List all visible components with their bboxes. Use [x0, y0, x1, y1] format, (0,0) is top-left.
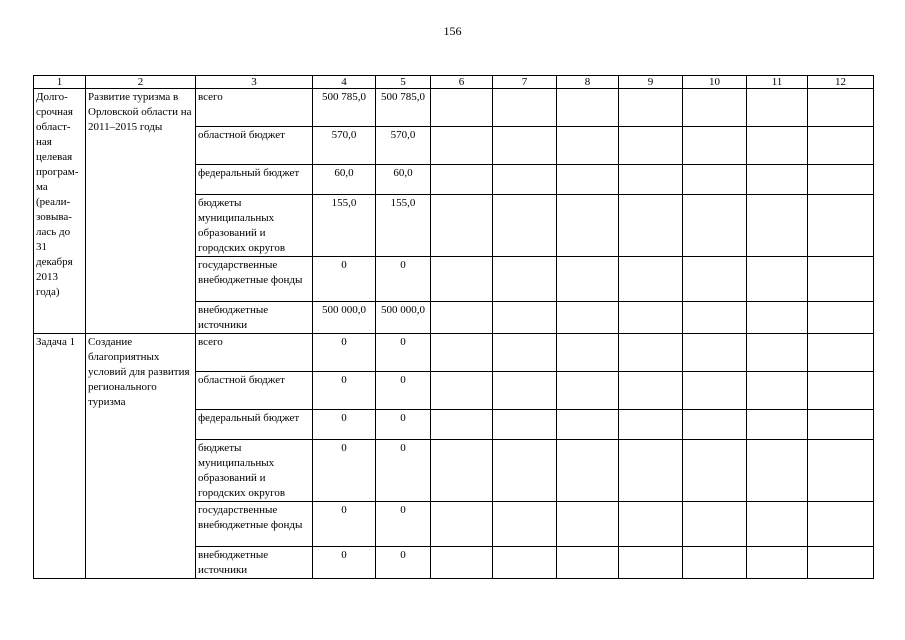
- budget-table: [33, 75, 874, 579]
- amount-cell: 0: [313, 334, 376, 372]
- empty-cell: [808, 372, 874, 410]
- empty-cell: [683, 547, 747, 579]
- empty-cell: [557, 372, 619, 410]
- empty-cell: [619, 195, 683, 257]
- empty-cell: [808, 410, 874, 440]
- empty-cell: [683, 127, 747, 165]
- empty-cell: [493, 195, 557, 257]
- amount-cell: 155,0: [313, 195, 376, 257]
- empty-cell: [619, 502, 683, 547]
- empty-cell: [557, 257, 619, 302]
- amount-cell: 500 785,0: [376, 89, 431, 127]
- header-cell: 9: [619, 76, 683, 89]
- amount-cell: 570,0: [313, 127, 376, 165]
- empty-cell: [493, 547, 557, 579]
- header-cell: 10: [683, 76, 747, 89]
- amount-cell: 500 000,0: [376, 302, 431, 334]
- amount-cell: 0: [376, 257, 431, 302]
- empty-cell: [431, 127, 493, 165]
- empty-cell: [493, 89, 557, 127]
- amount-cell: 0: [376, 502, 431, 547]
- funding-source-cell: внебюджетные источники: [196, 547, 313, 579]
- amount-cell: 155,0: [376, 195, 431, 257]
- amount-cell: 0: [376, 547, 431, 579]
- empty-cell: [683, 334, 747, 372]
- empty-cell: [557, 195, 619, 257]
- amount-cell: 0: [376, 440, 431, 502]
- empty-cell: [619, 334, 683, 372]
- empty-cell: [747, 89, 808, 127]
- header-cell: 4: [313, 76, 376, 89]
- empty-cell: [431, 410, 493, 440]
- header-cell: 6: [431, 76, 493, 89]
- amount-cell: 0: [313, 440, 376, 502]
- empty-cell: [431, 334, 493, 372]
- empty-cell: [493, 127, 557, 165]
- amount-cell: 0: [376, 334, 431, 372]
- empty-cell: [808, 127, 874, 165]
- empty-cell: [808, 257, 874, 302]
- header-cell: 1: [34, 76, 86, 89]
- amount-cell: 0: [376, 410, 431, 440]
- header-cell: 7: [493, 76, 557, 89]
- empty-cell: [493, 502, 557, 547]
- empty-cell: [683, 372, 747, 410]
- amount-cell: 500 000,0: [313, 302, 376, 334]
- empty-cell: [557, 165, 619, 195]
- empty-cell: [747, 440, 808, 502]
- amount-cell: 0: [313, 257, 376, 302]
- empty-cell: [619, 165, 683, 195]
- amount-cell: 60,0: [313, 165, 376, 195]
- amount-cell: 570,0: [376, 127, 431, 165]
- empty-cell: [493, 257, 557, 302]
- empty-cell: [747, 257, 808, 302]
- empty-cell: [808, 302, 874, 334]
- funding-source-cell: федеральный бюджет: [196, 165, 313, 195]
- empty-cell: [557, 302, 619, 334]
- empty-cell: [683, 410, 747, 440]
- empty-cell: [747, 334, 808, 372]
- amount-cell: 0: [313, 502, 376, 547]
- empty-cell: [557, 127, 619, 165]
- empty-cell: [431, 502, 493, 547]
- amount-cell: 60,0: [376, 165, 431, 195]
- empty-cell: [493, 334, 557, 372]
- empty-cell: [431, 195, 493, 257]
- empty-cell: [683, 195, 747, 257]
- empty-cell: [747, 372, 808, 410]
- empty-cell: [431, 440, 493, 502]
- empty-cell: [493, 440, 557, 502]
- empty-cell: [683, 502, 747, 547]
- empty-cell: [683, 89, 747, 127]
- funding-source-cell: государственные внебюджетные фонды: [196, 502, 313, 547]
- empty-cell: [747, 410, 808, 440]
- header-cell: 11: [747, 76, 808, 89]
- empty-cell: [557, 334, 619, 372]
- empty-cell: [808, 334, 874, 372]
- empty-cell: [493, 372, 557, 410]
- empty-cell: [747, 302, 808, 334]
- empty-cell: [431, 302, 493, 334]
- empty-cell: [808, 502, 874, 547]
- page-number: 156: [443, 24, 462, 38]
- empty-cell: [557, 440, 619, 502]
- funding-source-cell: областной бюджет: [196, 372, 313, 410]
- empty-cell: [431, 89, 493, 127]
- amount-cell: 0: [313, 547, 376, 579]
- empty-cell: [493, 165, 557, 195]
- amount-cell: 0: [313, 372, 376, 410]
- empty-cell: [747, 547, 808, 579]
- program-title-cell: Создание благоприятных условий для развития регионального туризма: [86, 334, 196, 579]
- empty-cell: [619, 440, 683, 502]
- table-row: [34, 334, 874, 372]
- empty-cell: [557, 502, 619, 547]
- funding-source-cell: федеральный бюджет: [196, 410, 313, 440]
- table-row: [34, 89, 874, 127]
- funding-source-cell: бюджеты муниципальных образований и городских округов: [196, 440, 313, 502]
- empty-cell: [431, 547, 493, 579]
- empty-cell: [808, 547, 874, 579]
- header-cell: 2: [86, 76, 196, 89]
- header-row: [34, 76, 874, 89]
- program-type-cell: Задача 1: [34, 334, 86, 579]
- empty-cell: [619, 257, 683, 302]
- empty-cell: [683, 257, 747, 302]
- empty-cell: [808, 165, 874, 195]
- funding-source-cell: бюджеты муниципальных образований и городских округов: [196, 195, 313, 257]
- empty-cell: [683, 440, 747, 502]
- empty-cell: [808, 89, 874, 127]
- empty-cell: [619, 127, 683, 165]
- empty-cell: [683, 302, 747, 334]
- empty-cell: [619, 372, 683, 410]
- empty-cell: [619, 410, 683, 440]
- empty-cell: [808, 440, 874, 502]
- funding-source-cell: всего: [196, 334, 313, 372]
- empty-cell: [683, 165, 747, 195]
- empty-cell: [808, 195, 874, 257]
- empty-cell: [619, 302, 683, 334]
- empty-cell: [619, 547, 683, 579]
- empty-cell: [493, 302, 557, 334]
- empty-cell: [431, 165, 493, 195]
- empty-cell: [619, 89, 683, 127]
- funding-source-cell: внебюджетные источники: [196, 302, 313, 334]
- header-cell: 3: [196, 76, 313, 89]
- empty-cell: [747, 195, 808, 257]
- empty-cell: [431, 372, 493, 410]
- program-title-cell: Развитие туризма в Орловской области на 2011–2015 годы: [86, 89, 196, 334]
- empty-cell: [747, 502, 808, 547]
- header-cell: 8: [557, 76, 619, 89]
- funding-source-cell: государственные внебюджетные фонды: [196, 257, 313, 302]
- empty-cell: [557, 410, 619, 440]
- empty-cell: [747, 165, 808, 195]
- header-cell: 5: [376, 76, 431, 89]
- empty-cell: [557, 89, 619, 127]
- program-type-cell: Долго- срочная област- ная целевая програм- ма (реали- зовыва- лась до 31 декабря 2013 года): [34, 89, 86, 334]
- amount-cell: 500 785,0: [313, 89, 376, 127]
- funding-source-cell: всего: [196, 89, 313, 127]
- amount-cell: 0: [313, 410, 376, 440]
- empty-cell: [493, 410, 557, 440]
- funding-source-cell: областной бюджет: [196, 127, 313, 165]
- header-cell: 12: [808, 76, 874, 89]
- empty-cell: [747, 127, 808, 165]
- empty-cell: [557, 547, 619, 579]
- empty-cell: [431, 257, 493, 302]
- amount-cell: 0: [376, 372, 431, 410]
